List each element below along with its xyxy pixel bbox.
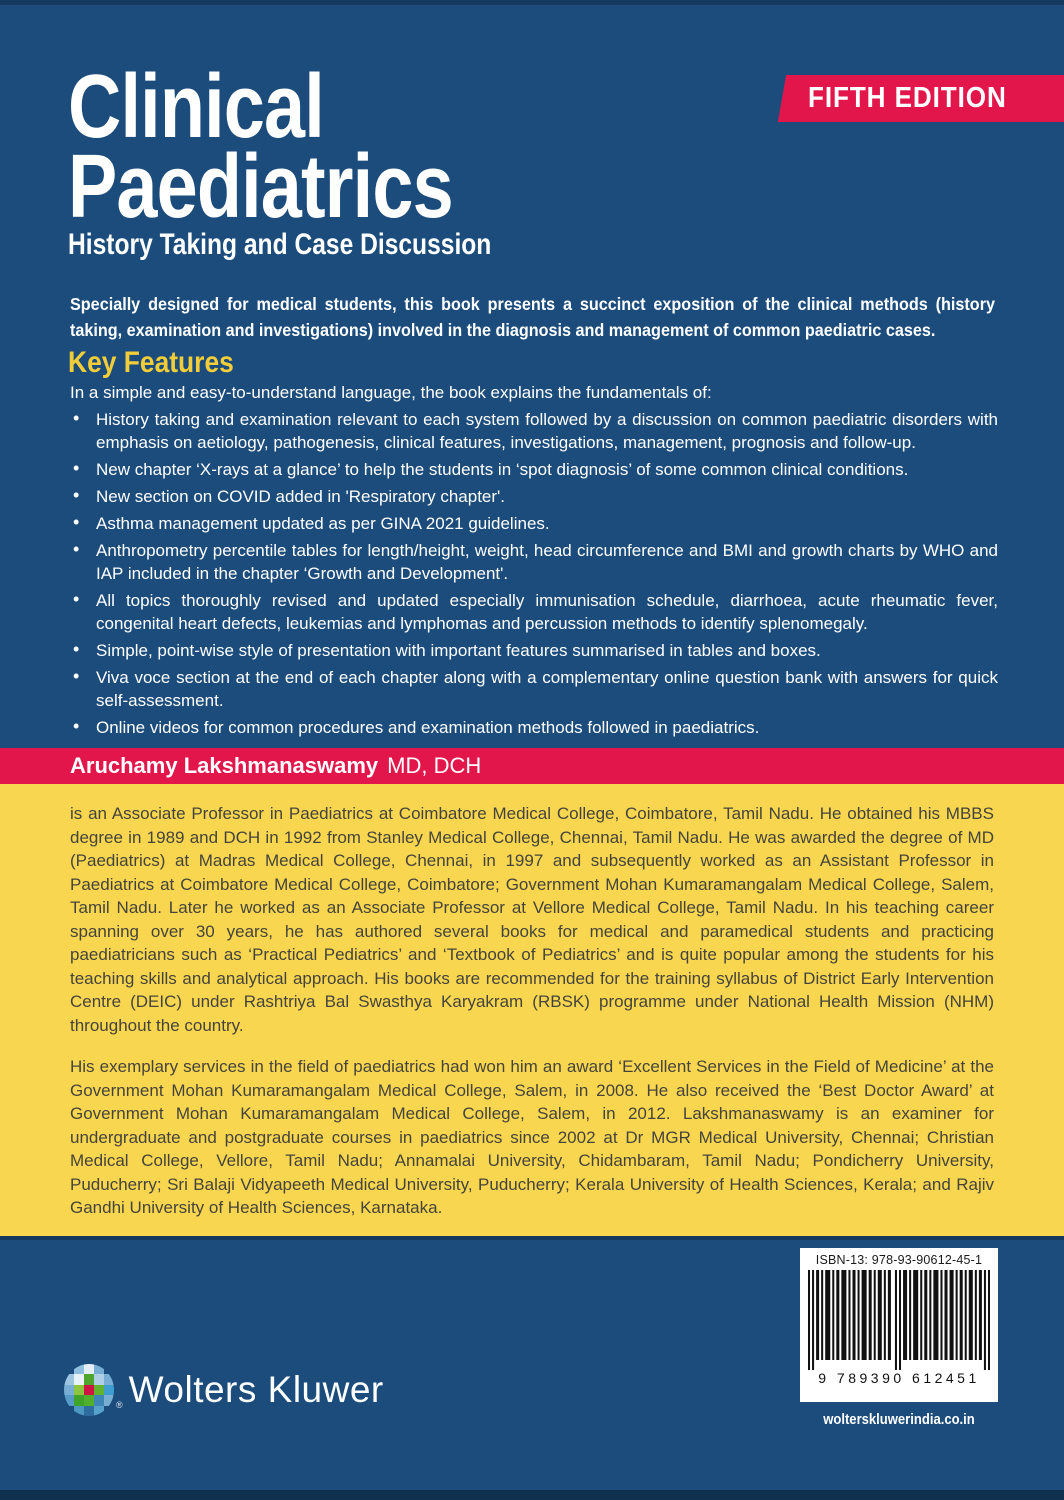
registered-trademark: ®	[116, 1400, 123, 1410]
feature-item: • Asthma management updated as per GINA 2021 guidelines.	[70, 512, 998, 535]
barcode-digits: 9 789390 612451	[818, 1370, 980, 1386]
edition-badge-label: FIFTH EDITION	[808, 82, 1007, 114]
book-subtitle: History Taking and Case Discussion	[68, 228, 492, 261]
feature-item: • New section on COVID added in 'Respiratory chapter'.	[70, 485, 998, 508]
bio-section	[0, 784, 1064, 1236]
feature-item: • History taking and examination relevant to each system followed by a discussion on common paediatric disorders with emphasis on aetiology, pathogenesis, clinical features, investigations, management, prognosis and follow-up.	[70, 408, 998, 454]
author-name: Aruchamy Lakshmanaswamy	[70, 753, 379, 778]
feature-item: • New chapter ‘X-rays at a glance’ to help the students in ‘spot diagnosis’ of some common clinical conditions.	[70, 458, 998, 481]
author-credentials: MD, DCH	[387, 753, 482, 778]
edition-badge	[778, 75, 1064, 122]
top-edge-shadow	[0, 0, 1064, 5]
author-band	[0, 748, 1064, 784]
feature-item: • Anthropometry percentile tables for length/height, weight, head circumference and BMI and growth charts by WHO and IAP included in the chapter ‘Growth and Development'.	[70, 539, 998, 585]
feature-item: • Viva voce section at the end of each chapter along with a complementary online question bank with answers for quick self-assessment.	[70, 666, 998, 712]
book-title-line2: Paediatrics	[68, 137, 453, 237]
key-features-heading: Key Features	[68, 346, 234, 379]
feature-item: • All topics thoroughly revised and updated especially immunisation schedule, diarrhoea, acute rheumatic fever, congenital heart defects, leukemias and lymphomas and percussion methods to identify splenomegaly.	[70, 589, 998, 635]
bottom-edge-shadow	[0, 1490, 1064, 1500]
hero-section	[0, 0, 1064, 748]
wolters-kluwer-globe-icon	[64, 1364, 114, 1416]
key-features-lead-in: In a simple and easy-to-understand language, the book explains the fundamentals of:	[70, 383, 712, 402]
footer-section	[0, 1236, 1064, 1500]
feature-item: • Online videos for common procedures and examination methods followed in paediatrics.	[70, 716, 998, 739]
bio-paragraph-1: is an Associate Professor in Paediatrics at Coimbatore Medical College, Coimbatore, Tamil Nadu. He obtained his MBBS degree in 1989 and DCH in 1992 from Stanley Medical College, Chennai, Tamil Nadu. He was awarded the degree of MD (Paediatrics) at Madras Medical College, Chennai, in 1997 and subsequently worked as an Assistant Professor in Paediatrics at Coimbatore Medical College, Coimbatore; Government Mohan Kumaramangalam Medical College, Salem, Tamil Nadu. Later he worked as an Associate Professor at Vellore Medical College, Tamil Nadu. In his teaching career spanning over 30 years, he has authored several books for medical and paramedical students and practicing paediatricians such as ‘Practical Pediatrics’ and ‘Textbook of Pediatrics’ and is quite popular among the students for his teaching skills and analytical approach. His books are recommended for the training syllabus of District Early Intervention Centre (DEIC) under Rashtriya Bal Swasthya Karyakram (RBSK) programme under National Health Mission (NHM) throughout the country.	[70, 804, 994, 1035]
barcode-panel	[800, 1248, 998, 1402]
key-features-list	[70, 408, 998, 743]
book-title	[68, 57, 537, 237]
barcode	[808, 1270, 990, 1370]
isbn-label: ISBN-13: 978-93-90612-45-1	[815, 1253, 983, 1267]
intro-text: Specially designed for medical students, this book presents a succinct exposition of the clinical methods (history taking, examination and investigations) involved in the diagnosis and management of common paediatric cases.	[70, 294, 995, 340]
book-title-line1: Clinical	[68, 57, 324, 157]
wolters-kluwer-logo	[64, 1364, 384, 1416]
website-url: wolterskluwerindia.co.in	[823, 1412, 975, 1428]
publisher-wordmark: Wolters Kluwer	[128, 1369, 384, 1410]
feature-item: • Simple, point-wise style of presentation with important features summarised in tables and boxes.	[70, 639, 998, 662]
bio-paragraph-2: His exemplary services in the field of paediatrics had won him an award ‘Excellent Services in the Field of Medicine’ at the Government Mohan Kumaramangalam Medical College, Salem, in 2008. He also received the ‘Best Doctor Award’ at Government Mohan Kumaramangalam Medical College, Salem, in 2012. Lakshmanaswamy is an examiner for undergraduate and postgraduate courses in paediatrics since 2002 at Dr MGR Medical University, Chennai; Christian Medical College, Vellore, Tamil Nadu; Annamalai University, Chidambaram, Tamil Nadu; Pondicherry University, Puducherry; Sri Balaji Vidyapeeth Medical University, Puducherry; Kerala University of Health Sciences, Kerala; and Rajiv Gandhi University of Health Sciences, Karnataka.	[70, 1057, 994, 1217]
